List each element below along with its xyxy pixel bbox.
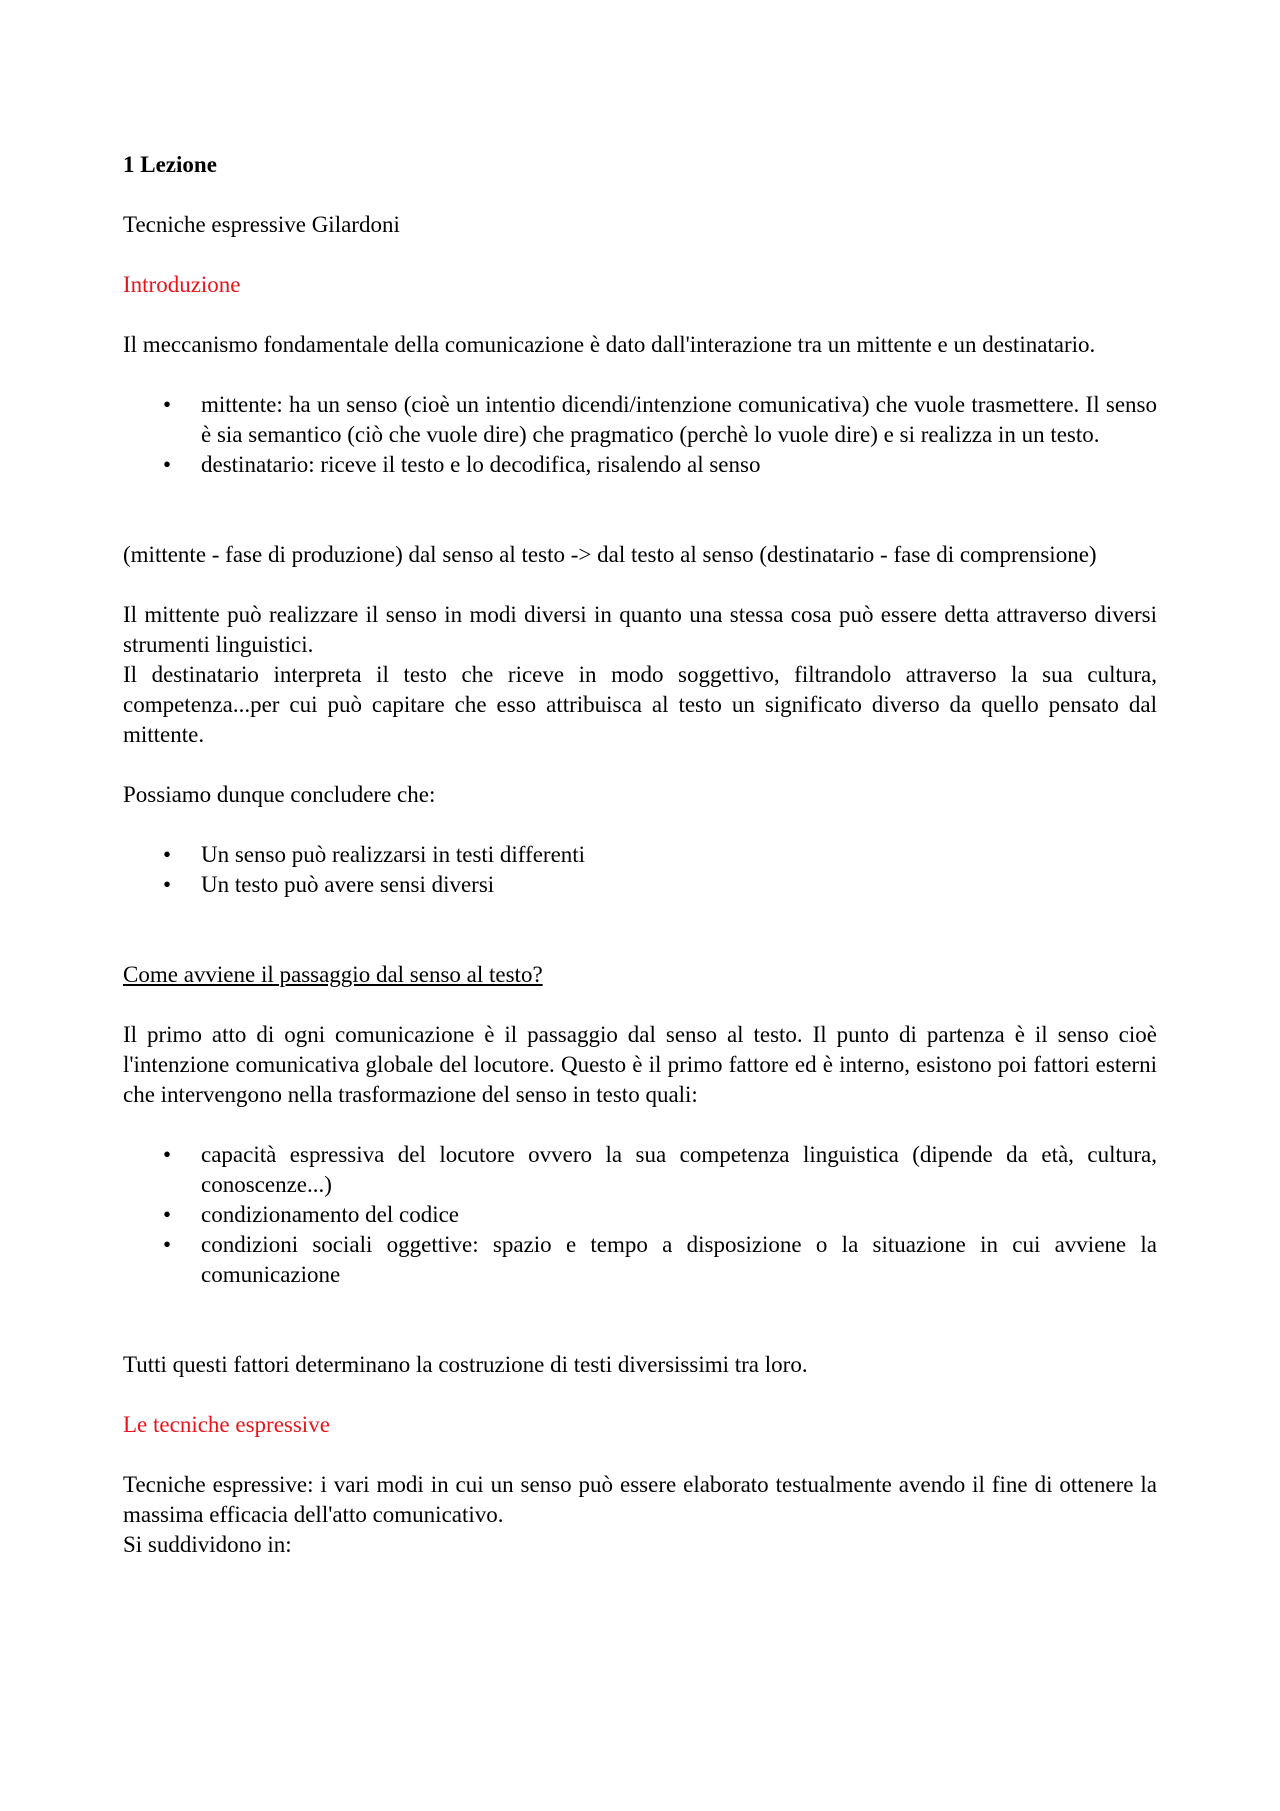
list-item <box>123 390 1157 450</box>
paragraph-subdivision: Si suddividono in: <box>123 1532 292 1557</box>
list-item <box>123 1200 1157 1230</box>
list-item <box>123 870 1157 900</box>
document-page <box>123 150 1157 1560</box>
bullet-icon: • <box>163 1202 172 1227</box>
bullet-icon: • <box>163 872 172 897</box>
list-item <box>123 840 1157 870</box>
list-item-text: condizioni sociali oggettive: spazio e tempo a disposizione o la situazione in cui avviene la comunicazione <box>201 1232 1157 1287</box>
paragraph-destinatario: Il destinatario interpreta il testo che riceve in modo soggettivo, filtrandolo attraverso la sua cultura, competenza...per cui può capitare che esso attribuisca al testo un significato diverso da quello pensato dal mittente. <box>123 662 1157 747</box>
bullet-icon: • <box>163 1232 172 1257</box>
paragraph-first-act: Il primo atto di ogni comunicazione è il passaggio dal senso al testo. Il punto di partenza è il senso cioè l'intenzione comunicativa globale del locutore. Questo è il primo fattore ed è interno, esistono poi fattori esterni che intervengono nella trasformazione del senso in testo quali: <box>123 1022 1157 1107</box>
lesson-title: 1 Lezione <box>123 152 217 177</box>
bullet-icon: • <box>163 452 172 477</box>
paragraph-mittente-destinatario <box>123 600 1157 750</box>
list-item <box>123 1230 1157 1290</box>
course-subtitle: Tecniche espressive Gilardoni <box>123 212 400 237</box>
paragraph-definition-text: Tecniche espressive: i vari modi in cui un senso può essere elaborato testualmente avendo il fine di ottenere la massima efficacia dell'atto comunicativo. <box>123 1472 1157 1527</box>
paragraph-process: (mittente - fase di produzione) dal senso al testo -> dal testo al senso (destinatario - fase di comprensione) <box>123 542 1097 567</box>
paragraph-mittente: Il mittente può realizzare il senso in modi diversi in quanto una stessa cosa può essere detta attraverso diversi strumenti linguistici. <box>123 602 1157 657</box>
section-heading-introduzione: Introduzione <box>123 272 241 297</box>
section-heading-tecniche: Le tecniche espressive <box>123 1412 330 1437</box>
bullet-icon: • <box>163 392 172 417</box>
list-item-text: destinatario: riceve il testo e lo decodifica, risalendo al senso <box>201 452 761 477</box>
roles-list <box>123 390 1157 480</box>
list-item-text: capacità espressiva del locutore ovvero la sua competenza linguistica (dipende da età, cultura, conoscenze...) <box>201 1142 1157 1197</box>
paragraph-intro: Il meccanismo fondamentale della comunicazione è dato dall'interazione tra un mittente e un destinatario. <box>123 332 1096 357</box>
list-item <box>123 450 1157 480</box>
question-heading: Come avviene il passaggio dal senso al testo? <box>123 962 543 987</box>
paragraph-definition <box>123 1470 1157 1560</box>
bullet-icon: • <box>163 1142 172 1167</box>
bullet-icon: • <box>163 842 172 867</box>
list-item-text: Un senso può realizzarsi in testi differenti <box>201 842 586 867</box>
paragraph-conclusion-intro: Possiamo dunque concludere che: <box>123 782 436 807</box>
paragraph-factors-summary: Tutti questi fattori determinano la costruzione di testi diversissimi tra loro. <box>123 1352 808 1377</box>
list-item-text: mittente: ha un senso (cioè un intentio dicendi/intenzione comunicativa) che vuole trasmettere. Il senso è sia semantico (ciò che vuole dire) che pragmatico (perchè lo vuole dire) e si realizza in un testo. <box>201 392 1157 447</box>
conclusions-list <box>123 840 1157 900</box>
list-item-text: Un testo può avere sensi diversi <box>201 872 495 897</box>
list-item <box>123 1140 1157 1200</box>
factors-list <box>123 1140 1157 1290</box>
list-item-text: condizionamento del codice <box>201 1202 460 1227</box>
